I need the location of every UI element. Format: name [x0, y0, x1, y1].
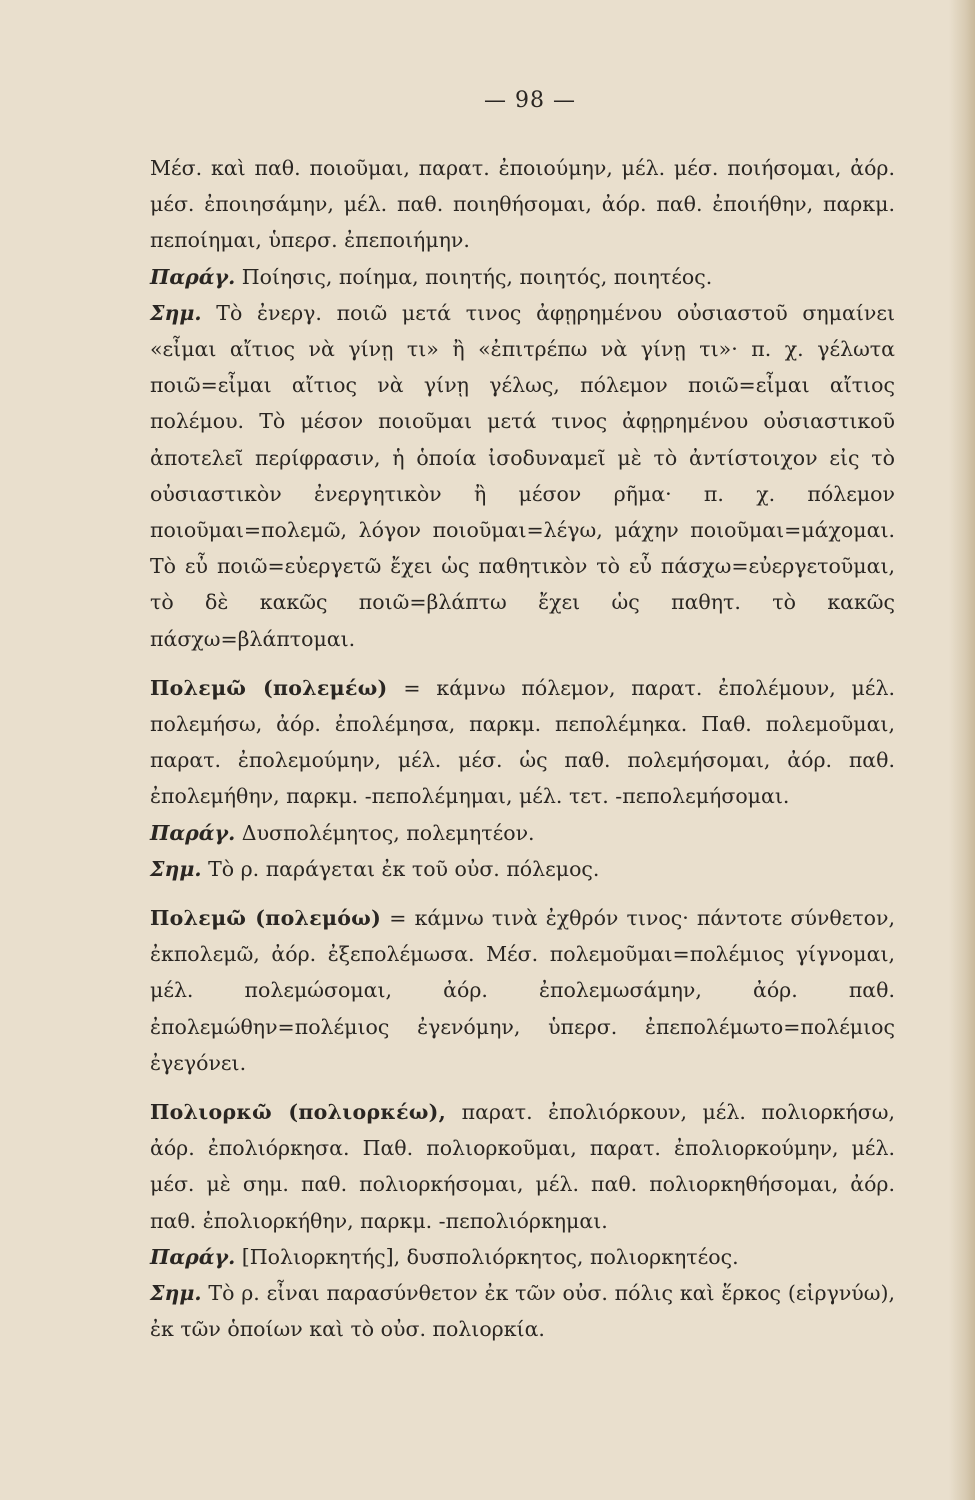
paragraph-text: Μέσ. καὶ παθ. ποιοῦμαι, παρατ. ἐποιούμην, μέλ. μέσ. ποιήσομαι, ἀόρ. μέσ. ἐποιησάμην, μέλ. παθ. ποιηθήσομαι, ἀόρ. παθ. ἐποιήθην, παρκμ. πεποίημαι, ὑπερσ. ἐπεποιήμην.: [150, 156, 895, 253]
body-text: [150, 150, 895, 1348]
entry-headword: Πολιορκῶ (πολιορκέω),: [150, 1100, 447, 1125]
paragraph-text: = κάμνω τινὰ ἐχθρόν τινος· πάντοτε σύνθετον, ἐκπολεμῶ, ἀόρ. ἐξεπολέμωσα. Μέσ. πολεμοῦμαι=πολέμιος γίγνομαι, μέλ. πολεμώσομαι, ἀόρ. ἐπολεμωσάμην, ἀόρ. παθ. ἐπολεμώθην=πολέμιος ἐγενόμην, ὑπερσ. ἐπεπολέμωτο=πολέμιος ἐγεγόνει.: [150, 906, 895, 1075]
paragraph-text: Ποίησις, ποίημα, ποιητής, ποιητός, ποιητέος.: [241, 264, 713, 289]
entry-polemo-polemoo: [150, 900, 895, 1081]
page-number: — 98 —: [484, 88, 576, 113]
paragraph-poio-forms: [150, 150, 895, 259]
paragraph-label: Σημ.: [150, 856, 202, 881]
paragraph-parag-poliorko: [150, 1239, 895, 1275]
paragraph-label: Παράγ.: [150, 264, 236, 289]
paragraph-sim-polemo: [150, 851, 895, 887]
entry-polemo-polemeo: [150, 670, 895, 815]
paragraph-text: Δυσπολέμητος, πολεμητέον.: [241, 820, 535, 845]
entry-headword: Πολεμῶ (πολεμέω): [150, 675, 388, 700]
paragraph-parag-polemo: [150, 815, 895, 851]
paragraph-label: Παράγ.: [150, 1244, 236, 1269]
entry-poliorko: [150, 1094, 895, 1239]
paragraph-text: Τὸ ἐνεργ. ποιῶ μετά τινος ἀφῃρημένου οὐσιαστοῦ σημαίνει «εἶμαι αἴτιος νὰ γίνῃ τι» ἢ «ἐπιτρέπω νὰ γίνῃ τι»· π. χ. γέλωτα ποιῶ=εἶμαι αἴτιος νὰ γίνῃ γέλως, πόλεμον ποιῶ=εἶμαι αἴτιος πολέμου. Τὸ μέσον ποιοῦμαι μετά τινος ἀφῃρημένου οὐσιαστικοῦ ἀποτελεῖ περίφρασιν, ἡ ὁποία ἰσοδυναμεῖ μὲ τὸ ἀντίστοιχον εἰς τὸ οὐσιαστικὸν ἐνεργητικὸν ἢ μέσον ρῆμα· π. χ. πόλεμον ποιοῦμαι=πολεμῶ, λόγον ποιοῦμαι=λέγω, μάχην ποιοῦμαι=μάχομαι. Τὸ εὖ ποιῶ=εὐεργετῶ ἔχει ὡς παθητικὸν τὸ εὖ πάσχω=εὐεργετοῦμαι, τὸ δὲ κακῶς ποιῶ=βλάπτω ἔχει ὡς παθητ. τὸ κακῶς πάσχω=βλάπτομαι.: [150, 300, 895, 651]
page-edge: [949, 0, 975, 1500]
paragraph-parag-poio: [150, 259, 895, 295]
paragraph-text: Τὸ ρ. εἶναι παρασύνθετον ἐκ τῶν οὐσ. πόλις καὶ ἕρκος (εἱργνύω), ἐκ τῶν ὁποίων καὶ τὸ οὐσ. πολιορκία.: [150, 1281, 895, 1342]
paragraph-label: Σημ.: [150, 1281, 202, 1306]
paragraph-text: Τὸ ρ. παράγεται ἐκ τοῦ οὐσ. πόλεμος.: [208, 856, 600, 881]
paragraph-text: = κάμνω πόλεμον, παρατ. ἐπολέμουν, μέλ. πολεμήσω, ἀόρ. ἐπολέμησα, παρκμ. πεπολέμηκα. Παθ. πολεμοῦμαι, παρατ. ἐπολεμούμην, μέλ. μέσ. ὡς παθ. πολεμήσομαι, ἀόρ. παθ. ἐπολεμήθην, παρκμ. -πεπολέμημαι, μέλ. τετ. -πεπολεμήσομαι.: [150, 675, 895, 809]
paragraph-text: [Πολιορκητής], δυσπολιόρκητος, πολιορκητέος.: [241, 1244, 739, 1269]
paragraph-sim-poliorko: [150, 1275, 895, 1347]
entry-headword: Πολεμῶ (πολεμόω): [150, 906, 382, 931]
paragraph-text: παρατ. ἐπολιόρκουν, μέλ. πολιορκήσω, ἀόρ. ἐπολιόρκησα. Παθ. πολιορκοῦμαι, παρατ. ἐπολιορκούμην, μέλ. μέσ. μὲ σημ. παθ. πολιορκήσομαι, μέλ. παθ. πολιορκηθήσομαι, ἀόρ. παθ. ἐπολιορκήθην, παρκμ. -πεπολιόρκημαι.: [150, 1100, 895, 1233]
paragraph-sim-poio: [150, 295, 895, 657]
paragraph-label: Σημ.: [150, 300, 202, 325]
paragraph-label: Παράγ.: [150, 820, 236, 845]
